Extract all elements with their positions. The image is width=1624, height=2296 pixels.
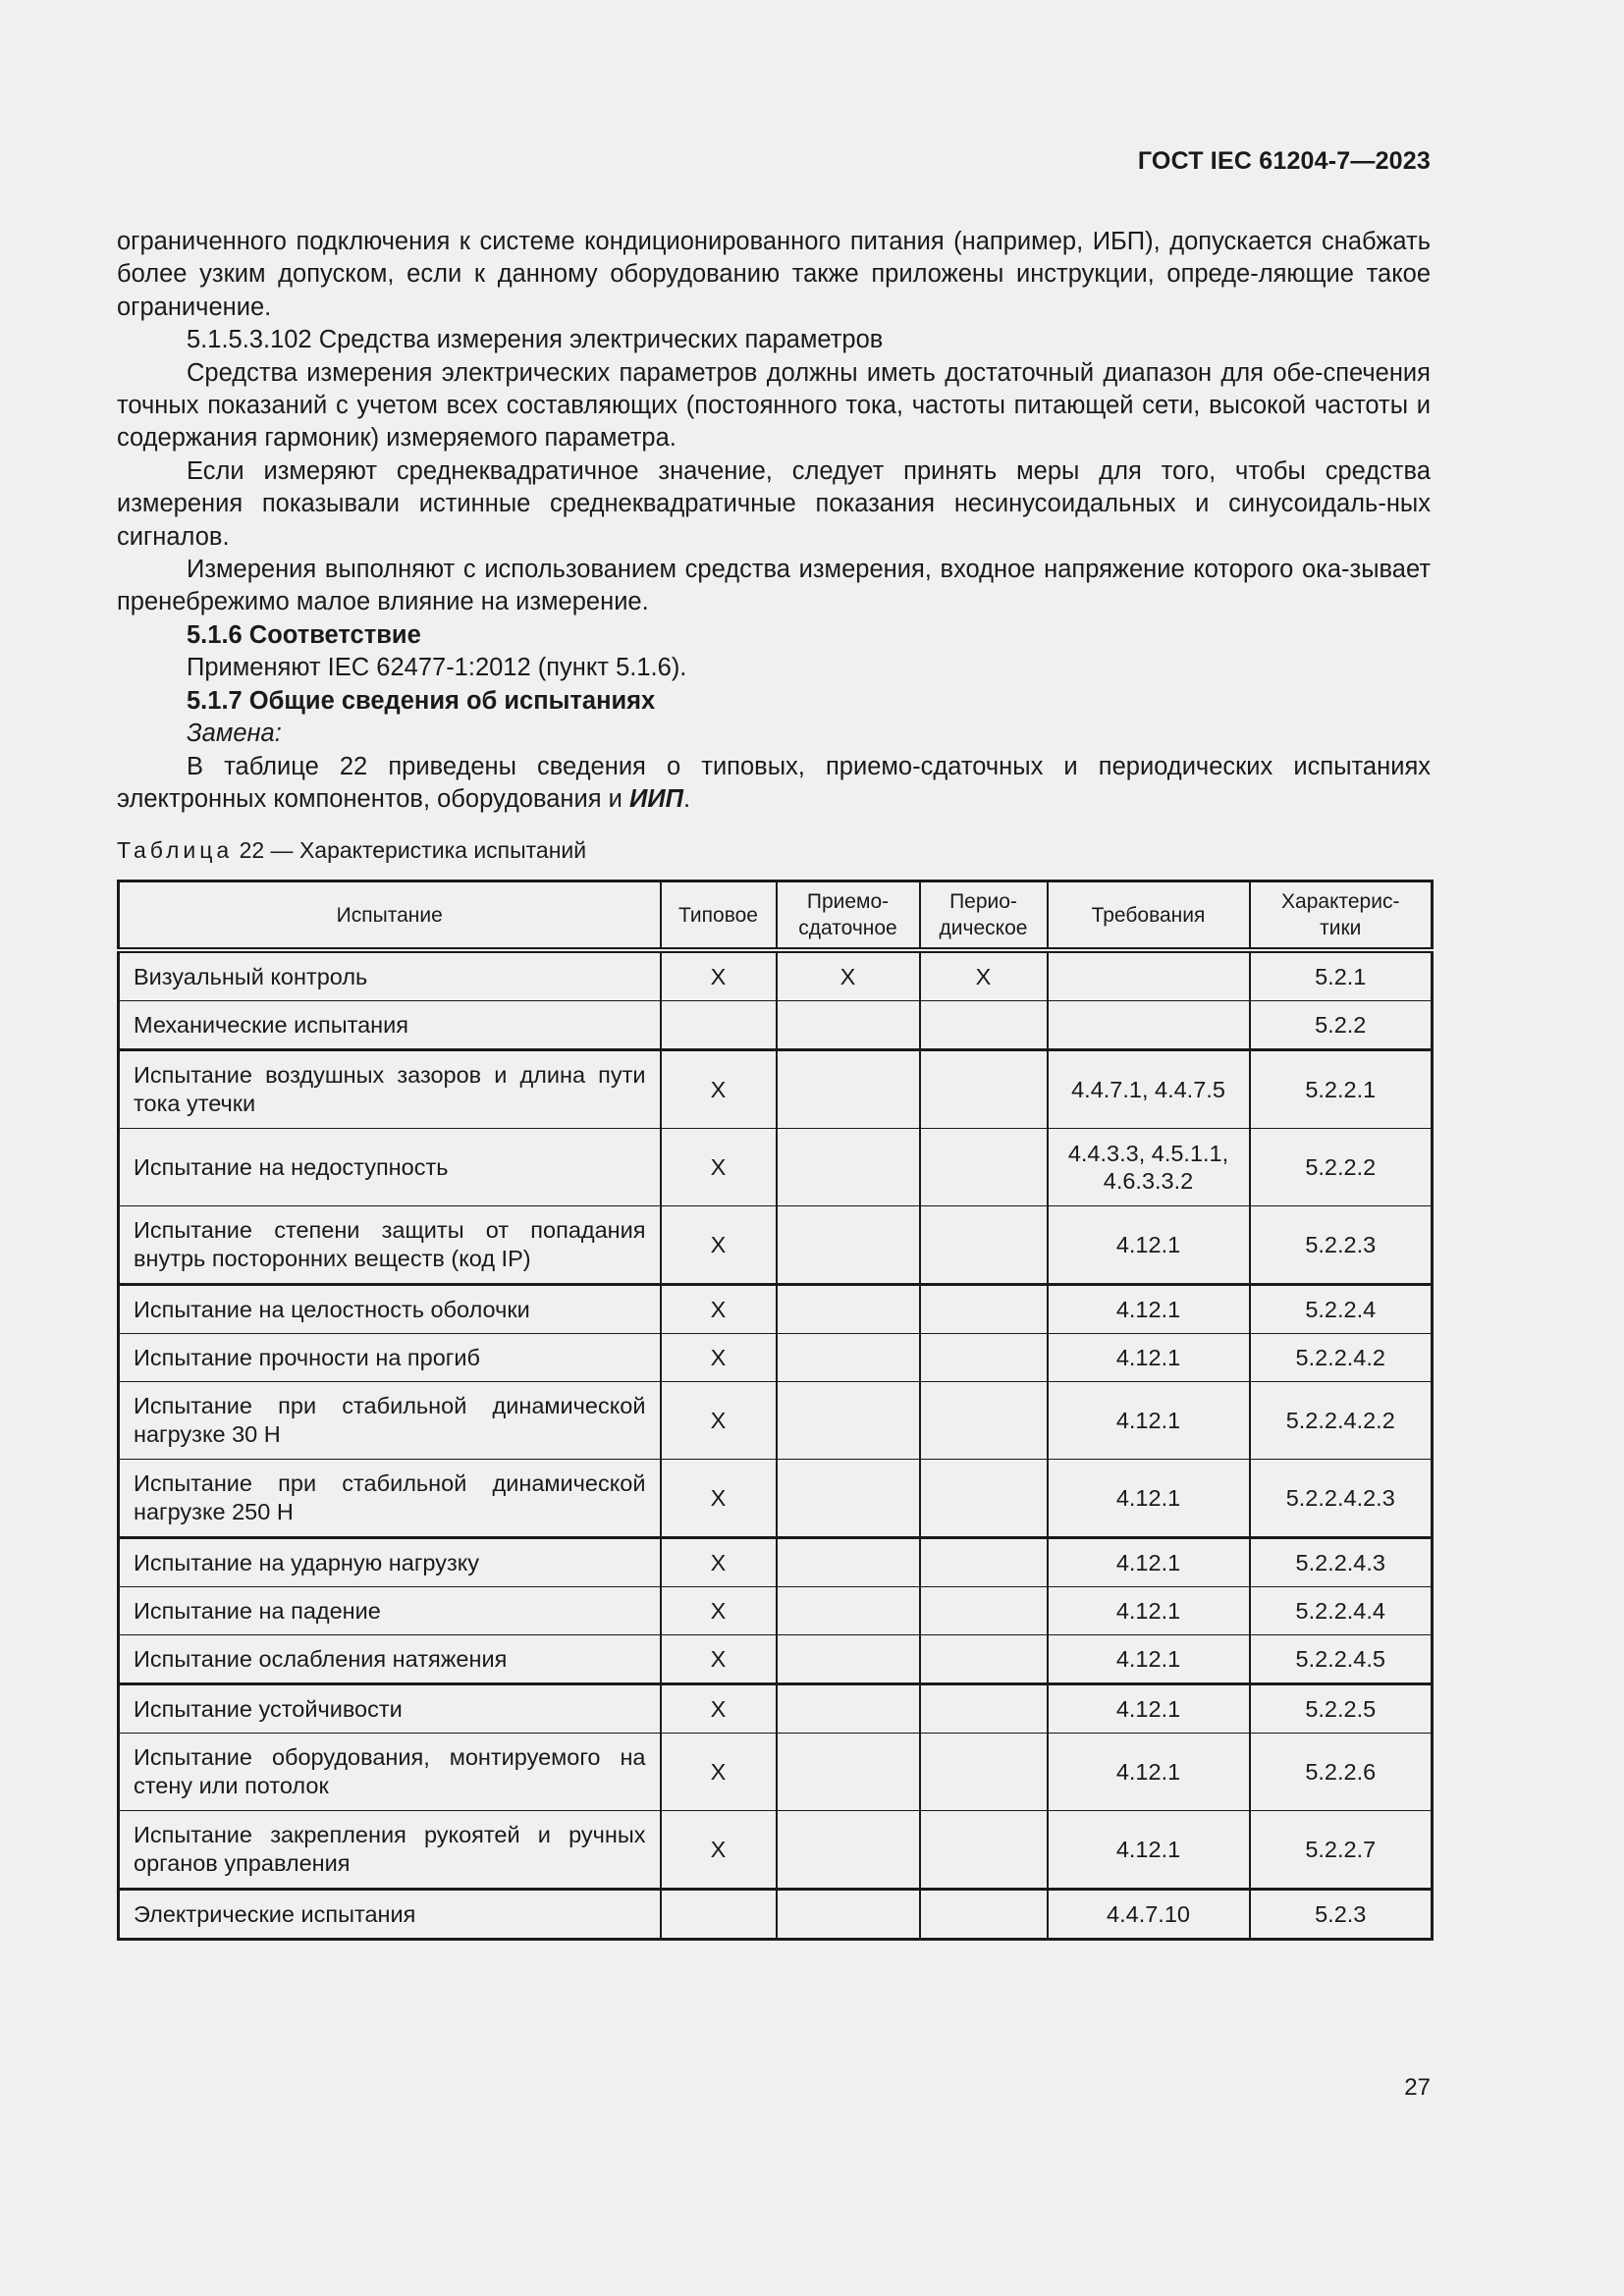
cell-test: Испытание на падение [119,1587,661,1635]
cell-test: Испытание воздушных зазоров и длина пути тока утечки [119,1050,661,1129]
cell-type: X [661,1050,777,1129]
cell-type: X [661,1285,777,1334]
cell-acceptance [777,1285,920,1334]
cell-acceptance [777,1206,920,1285]
cell-requirements: 4.12.1 [1048,1587,1250,1635]
cell-characteristics: 5.2.2.2 [1250,1129,1433,1206]
cell-test: Испытание прочности на прогиб [119,1334,661,1382]
cell-acceptance [777,1587,920,1635]
cell-periodic [920,1587,1048,1635]
emphasis-text: ИИП [628,784,683,813]
cell-acceptance [777,1890,920,1940]
cell-type: X [661,1538,777,1587]
cell-requirements: 4.12.1 [1048,1684,1250,1734]
cell-acceptance [777,1635,920,1684]
cell-periodic [920,1334,1048,1382]
table-row [119,1129,1433,1206]
cell-type: X [661,1129,777,1206]
cell-characteristics: 5.2.2.4.3 [1250,1538,1433,1587]
cell-acceptance [777,1334,920,1382]
cell-type: X [661,1734,777,1811]
cell-type: X [661,1334,777,1382]
cell-characteristics: 5.2.2.4.5 [1250,1635,1433,1684]
cell-requirements: 4.12.1 [1048,1334,1250,1382]
table-row [119,1334,1433,1382]
cell-acceptance [777,1129,920,1206]
header-periodic: Перио-дическое [920,881,1048,951]
cell-characteristics: 5.2.2.5 [1250,1684,1433,1734]
table-row [119,1206,1433,1285]
cell-requirements: 4.12.1 [1048,1635,1250,1684]
table-header-row [119,881,1433,951]
header-characteristics: Характерис-тики [1250,881,1433,951]
cell-requirements: 4.12.1 [1048,1538,1250,1587]
table-caption-title: 22 — Характеристика испытаний [233,837,587,863]
cell-test: Испытание закрепления рукоятей и ручных органов управления [119,1811,661,1890]
table-row [119,1587,1433,1635]
cell-type: X [661,1684,777,1734]
cell-requirements: 4.12.1 [1048,1285,1250,1334]
cell-test: Электрические испытания [119,1890,661,1940]
cell-test: Механические испытания [119,1001,661,1050]
table-row [119,1734,1433,1811]
cell-characteristics: 5.2.2.4 [1250,1285,1433,1334]
page-number: 27 [1404,2074,1431,2101]
header-acceptance: Приемо-сдаточное [777,881,920,951]
paragraph [117,751,1431,817]
cell-characteristics: 5.2.2.4.4 [1250,1587,1433,1635]
cell-test: Испытание ослабления натяжения [119,1635,661,1684]
cell-periodic [920,1684,1048,1734]
cell-type: X [661,1206,777,1285]
cell-type: X [661,1587,777,1635]
cell-periodic [920,1129,1048,1206]
cell-periodic [920,1538,1048,1587]
cell-periodic [920,1285,1048,1334]
cell-test: Испытание устойчивости [119,1684,661,1734]
cell-acceptance [777,1382,920,1460]
cell-type [661,1890,777,1940]
cell-acceptance [777,1460,920,1538]
table-row [119,1635,1433,1684]
cell-acceptance [777,1001,920,1050]
table-row [119,1890,1433,1940]
cell-acceptance [777,1684,920,1734]
cell-requirements: 4.12.1 [1048,1734,1250,1811]
cell-periodic [920,1050,1048,1129]
cell-requirements: 4.12.1 [1048,1811,1250,1890]
cell-characteristics: 5.2.1 [1250,950,1433,1001]
cell-test: Испытание на ударную нагрузку [119,1538,661,1587]
cell-type [661,1001,777,1050]
table-row [119,1285,1433,1334]
header-requirements: Требования [1048,881,1250,951]
table-row [119,1001,1433,1050]
cell-acceptance [777,1811,920,1890]
cell-periodic [920,1811,1048,1890]
section-heading-5-1-6: 5.1.6 Соответствие [187,620,421,649]
cell-requirements [1048,950,1250,1001]
paragraph: Средства измерения электрических параметров должны иметь достаточный диапазон для обе-спечения точных показаний с учетом всех составляющих (постоянного тока, частоты питающей сети, высокой частоты и содержания гармоник) измеряемого параметра. [117,358,1431,453]
cell-type: X [661,1382,777,1460]
document-code: ГОСТ IEC 61204-7—2023 [1137,147,1431,175]
cell-requirements: 4.4.7.10 [1048,1890,1250,1940]
cell-test: Испытание при стабильной динамической нагрузке 250 Н [119,1460,661,1538]
replacement-label: Замена: [187,720,282,748]
table-caption [117,837,586,864]
cell-acceptance [777,1734,920,1811]
table-caption-word: Таблица [117,837,234,863]
subsection-title: 5.1.5.3.102 Средства измерения электрических параметров [187,326,884,354]
cell-periodic: X [920,950,1048,1001]
cell-periodic [920,1635,1048,1684]
cell-characteristics: 5.2.2.4.2.2 [1250,1382,1433,1460]
cell-test: Испытание степени защиты от попадания внутрь посторонних веществ (код IP) [119,1206,661,1285]
cell-characteristics: 5.2.2.6 [1250,1734,1433,1811]
cell-characteristics: 5.2.2.4.2 [1250,1334,1433,1382]
cell-periodic [920,1460,1048,1538]
table-row [119,1382,1433,1460]
cell-characteristics: 5.2.2.7 [1250,1811,1433,1890]
cell-requirements: 4.4.3.3, 4.5.1.1, 4.6.3.3.2 [1048,1129,1250,1206]
cell-acceptance [777,1050,920,1129]
cell-requirements: 4.12.1 [1048,1382,1250,1460]
table-row [119,1811,1433,1890]
cell-requirements: 4.12.1 [1048,1460,1250,1538]
paragraph-text: В таблице 22 приведены сведения о типовых, приемо-сдаточных и периодических испытаниях электронных компонентов, оборудования и [117,752,1431,813]
cell-characteristics: 5.2.2.1 [1250,1050,1433,1129]
paragraph: Применяют IEC 62477-1:2012 (пункт 5.1.6). [187,654,687,682]
paragraph-text-end: . [682,784,691,813]
cell-test: Визуальный контроль [119,950,661,1001]
body-text [117,226,1431,816]
cell-periodic [920,1206,1048,1285]
cell-periodic [920,1382,1048,1460]
paragraph: ограниченного подключения к системе кондиционированного питания (например, ИБП), допускается снабжать более узким допуском, если к данному оборудованию также приложены инструкции, опреде-ляющие такое ограничение. [117,228,1431,321]
cell-periodic [920,1001,1048,1050]
cell-characteristics: 5.2.2 [1250,1001,1433,1050]
table-row [119,1050,1433,1129]
cell-requirements [1048,1001,1250,1050]
cell-test: Испытание на недоступность [119,1129,661,1206]
cell-test: Испытание оборудования, монтируемого на стену или потолок [119,1734,661,1811]
cell-type: X [661,1811,777,1890]
paragraph: Измерения выполняют с использованием средства измерения, входное напряжение которого ока-зывает пренебрежимо малое влияние на измерение. [117,556,1431,616]
cell-type: X [661,1460,777,1538]
cell-characteristics: 5.2.3 [1250,1890,1433,1940]
header-type: Типовое [661,881,777,951]
cell-acceptance [777,1538,920,1587]
table-row [119,950,1433,1001]
cell-periodic [920,1890,1048,1940]
cell-test: Испытание при стабильной динамической нагрузке 30 Н [119,1382,661,1460]
cell-requirements: 4.4.7.1, 4.4.7.5 [1048,1050,1250,1129]
cell-periodic [920,1734,1048,1811]
cell-characteristics: 5.2.2.4.2.3 [1250,1460,1433,1538]
header-test: Испытание [119,881,661,951]
table-row [119,1538,1433,1587]
cell-characteristics: 5.2.2.3 [1250,1206,1433,1285]
tests-table [117,880,1434,1941]
table-row [119,1684,1433,1734]
paragraph: Если измеряют среднеквадратичное значение, следует принять меры для того, чтобы средства измерения показывали истинные среднеквадратичные показания несинусоидальных и синусоидаль-ных сигналов. [117,456,1431,551]
cell-acceptance: X [777,950,920,1001]
section-heading-5-1-7: 5.1.7 Общие сведения об испытаниях [187,686,656,715]
cell-type: X [661,950,777,1001]
cell-requirements: 4.12.1 [1048,1206,1250,1285]
cell-test: Испытание на целостность оболочки [119,1285,661,1334]
table-row [119,1460,1433,1538]
cell-type: X [661,1635,777,1684]
